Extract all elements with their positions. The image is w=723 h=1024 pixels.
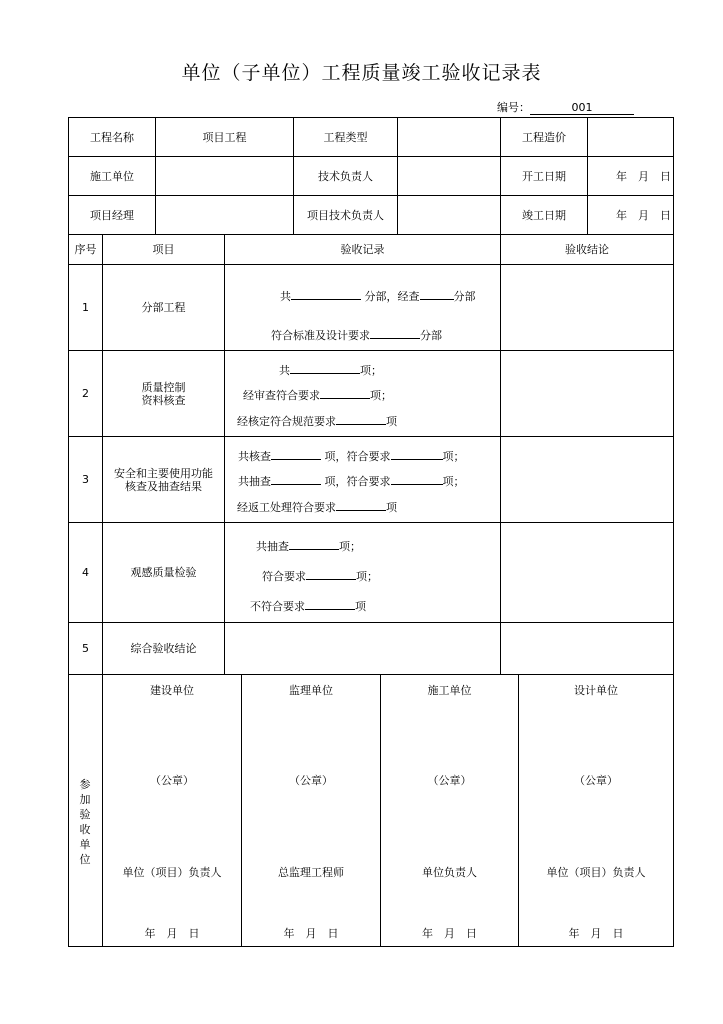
unit-4-date[interactable]: 年 月 日 [568, 926, 624, 940]
row-1-blank-compliant[interactable] [370, 328, 420, 339]
page-title: 单位（子单位）工程质量竣工验收记录表 [181, 62, 542, 84]
row-4-line-1: 共抽查 项； [256, 540, 361, 553]
row-4-item: 观感质量检验 [130, 566, 197, 579]
end-date-label: 竣工日期 [522, 208, 566, 222]
row-4-conclusion[interactable] [501, 523, 673, 622]
row-2-blank-reviewed[interactable] [320, 388, 370, 399]
row-5-item: 综合验收结论 [130, 642, 197, 655]
row-2-blank-verified[interactable] [336, 414, 386, 425]
row-4-no: 4 [82, 566, 89, 579]
row-1-conclusion[interactable] [501, 265, 673, 350]
end-date-value[interactable]: 年 月 日 [616, 208, 671, 222]
unit-1-signer[interactable]: 单位（项目）负责人 [122, 865, 222, 879]
row-3-blank-checked-ok[interactable] [391, 449, 443, 460]
row-1-no: 1 [82, 301, 89, 314]
row-3-blank-checked[interactable] [271, 449, 321, 460]
project-cost-value[interactable] [588, 118, 673, 156]
pm-value[interactable] [156, 196, 293, 234]
col-conclusion-header: 验收结论 [565, 243, 609, 256]
unit-3-date[interactable]: 年 月 日 [422, 926, 477, 940]
row-4-line-3: 不符合要求 项 [250, 600, 366, 613]
row-1-line-1: 共 分部，经查 分部 [280, 290, 476, 303]
row-1-blank-total[interactable] [291, 289, 361, 300]
row-3-no: 3 [82, 473, 89, 486]
row-3-blank-reworked[interactable] [336, 500, 386, 511]
project-type-label: 工程类型 [323, 130, 368, 144]
start-date-value[interactable]: 年 月 日 [616, 169, 671, 183]
start-date-label: 开工日期 [522, 169, 566, 183]
row-3-line-1: 共核查 项，符合要求 项； [238, 450, 465, 463]
unit-3-stamp[interactable]: （公章） [427, 773, 472, 787]
project-name-label: 工程名称 [90, 130, 134, 144]
pm-tech-label: 项目技术负责人 [307, 208, 384, 222]
row-1-blank-checked[interactable] [420, 289, 454, 300]
col-record-header: 验收记录 [340, 243, 385, 256]
serial-value[interactable]: 001 [530, 101, 634, 115]
row-3-blank-sampled[interactable] [271, 474, 321, 485]
project-name-value[interactable]: 项目工程 [202, 130, 247, 144]
row-2-no: 2 [82, 387, 89, 400]
unit-1-stamp[interactable]: （公章） [150, 773, 194, 787]
row-2-line-1: 共 项； [279, 364, 382, 377]
row-3-line-3: 经返工处理符合要求 项 [237, 501, 397, 514]
row-2-item: 质量控制 资料核查 [141, 380, 186, 407]
participants-label: 参加验收单位 [79, 778, 91, 866]
row-5-record[interactable] [225, 623, 500, 674]
unit-1-name: 建设单位 [150, 683, 194, 697]
unit-2-stamp[interactable]: （公章） [289, 773, 333, 787]
row-2-line-2: 经审查符合要求 项； [243, 389, 392, 402]
row-3-conclusion[interactable] [501, 437, 673, 522]
col-no-header: 序号 [74, 243, 97, 256]
tech-lead-value[interactable] [398, 157, 500, 195]
contractor-label: 施工单位 [90, 169, 134, 183]
unit-3-signer[interactable]: 单位负责人 [422, 865, 477, 879]
row-1-item: 分部工程 [141, 301, 186, 314]
unit-4-stamp[interactable]: （公章） [574, 773, 618, 787]
unit-2-signer[interactable]: 总监理工程师 [278, 865, 344, 879]
row-3-blank-sampled-ok[interactable] [391, 474, 443, 485]
project-type-value[interactable] [398, 118, 500, 156]
tech-lead-label: 技术负责人 [318, 169, 373, 183]
row-3-item: 安全和主要使用功能 核查及抽查结果 [114, 466, 213, 493]
pm-tech-value[interactable] [398, 196, 500, 234]
row-2-blank-total[interactable] [290, 363, 360, 374]
row-5-no: 5 [82, 642, 89, 655]
row-1-line-2: 符合标准及设计要求 分部 [271, 329, 442, 342]
unit-2-date[interactable]: 年 月 日 [283, 926, 339, 940]
unit-4-signer[interactable]: 单位（项目）负责人 [546, 865, 646, 879]
row-2-line-3: 经核定符合规范要求 项 [237, 415, 397, 428]
row-5-conclusion[interactable] [501, 623, 673, 674]
unit-2-name: 监理单位 [289, 683, 333, 697]
row-2-conclusion[interactable] [501, 351, 673, 436]
row-4-blank-not-ok[interactable] [305, 599, 355, 610]
col-item-header: 项目 [152, 243, 175, 256]
serial-label: 编号： [497, 101, 530, 114]
row-4-line-2: 符合要求 项； [262, 570, 378, 583]
unit-3-name: 施工单位 [427, 683, 472, 697]
pm-label: 项目经理 [90, 208, 134, 222]
unit-1-date[interactable]: 年 月 日 [144, 926, 200, 940]
serial-number [497, 99, 634, 115]
row-4-blank-ok[interactable] [306, 569, 356, 580]
project-cost-label: 工程造价 [522, 130, 566, 144]
row-4-blank-sampled[interactable] [289, 539, 339, 550]
row-3-line-2: 共抽查 项，符合要求 项； [238, 475, 465, 488]
unit-4-name: 设计单位 [574, 683, 618, 697]
contractor-value[interactable] [156, 157, 293, 195]
